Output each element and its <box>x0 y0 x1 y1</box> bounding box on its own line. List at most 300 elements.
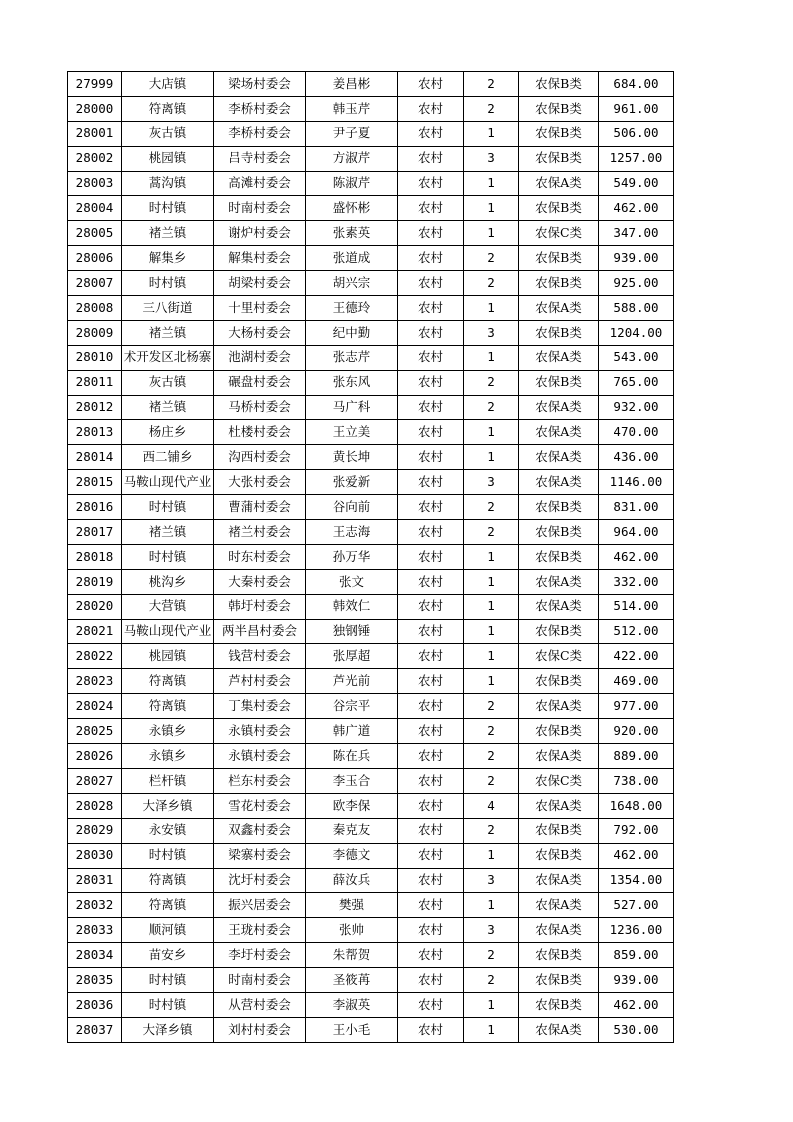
record-id-cell: 28033 <box>68 918 122 943</box>
amount-cell: 543.00 <box>599 345 674 370</box>
record-id-cell: 28036 <box>68 992 122 1017</box>
insurance-category-cell: 农保A类 <box>519 793 599 818</box>
village-committee-cell: 沟西村委会 <box>214 445 306 470</box>
household-count-cell: 3 <box>464 868 519 893</box>
household-count-cell: 2 <box>464 246 519 271</box>
town-cell: 永安镇 <box>122 818 214 843</box>
record-id-cell: 28007 <box>68 271 122 296</box>
person-name-cell: 独钢锤 <box>306 619 398 644</box>
table-row <box>68 968 674 993</box>
area-type-cell: 农村 <box>398 171 464 196</box>
village-committee-cell: 韩圩村委会 <box>214 594 306 619</box>
amount-cell: 792.00 <box>599 818 674 843</box>
record-id-cell: 28021 <box>68 619 122 644</box>
village-committee-cell: 永镇村委会 <box>214 719 306 744</box>
household-count-cell: 2 <box>464 818 519 843</box>
area-type-cell: 农村 <box>398 271 464 296</box>
record-id-cell: 28023 <box>68 669 122 694</box>
household-count-cell: 3 <box>464 320 519 345</box>
town-cell: 西二铺乡 <box>122 445 214 470</box>
person-name-cell: 纪中勤 <box>306 320 398 345</box>
town-cell: 灰古镇 <box>122 121 214 146</box>
table-row <box>68 694 674 719</box>
record-id-cell: 28024 <box>68 694 122 719</box>
area-type-cell: 农村 <box>398 445 464 470</box>
insurance-category-cell: 农保C类 <box>519 768 599 793</box>
person-name-cell: 张素英 <box>306 221 398 246</box>
household-count-cell: 2 <box>464 943 519 968</box>
table-row <box>68 296 674 321</box>
table-row <box>68 495 674 520</box>
amount-cell: 1146.00 <box>599 470 674 495</box>
area-type-cell: 农村 <box>398 992 464 1017</box>
table-row <box>68 72 674 97</box>
area-type-cell: 农村 <box>398 918 464 943</box>
village-committee-cell: 褚兰村委会 <box>214 520 306 545</box>
household-count-cell: 1 <box>464 196 519 221</box>
village-committee-cell: 大张村委会 <box>214 470 306 495</box>
person-name-cell: 张志芹 <box>306 345 398 370</box>
amount-cell: 684.00 <box>599 72 674 97</box>
insurance-category-cell: 农保B类 <box>519 96 599 121</box>
insurance-category-cell: 农保A类 <box>519 171 599 196</box>
area-type-cell: 农村 <box>398 943 464 968</box>
town-cell: 桃沟乡 <box>122 569 214 594</box>
household-count-cell: 1 <box>464 893 519 918</box>
village-committee-cell: 两半昌村委会 <box>214 619 306 644</box>
village-committee-cell: 雪花村委会 <box>214 793 306 818</box>
town-cell: 永镇乡 <box>122 744 214 769</box>
insurance-category-cell: 农保B类 <box>519 719 599 744</box>
person-name-cell: 张东风 <box>306 370 398 395</box>
person-name-cell: 李玉合 <box>306 768 398 793</box>
insurance-category-cell: 农保A类 <box>519 569 599 594</box>
record-id-cell: 28034 <box>68 943 122 968</box>
table-row <box>68 644 674 669</box>
insurance-category-cell: 农保B类 <box>519 72 599 97</box>
insurance-category-cell: 农保B类 <box>519 992 599 1017</box>
amount-cell: 889.00 <box>599 744 674 769</box>
insurance-category-cell: 农保B类 <box>519 818 599 843</box>
town-cell: 时村镇 <box>122 843 214 868</box>
person-name-cell: 胡兴宗 <box>306 271 398 296</box>
amount-cell: 506.00 <box>599 121 674 146</box>
amount-cell: 332.00 <box>599 569 674 594</box>
person-name-cell: 张帅 <box>306 918 398 943</box>
table-row <box>68 992 674 1017</box>
table-row <box>68 420 674 445</box>
town-cell: 符离镇 <box>122 893 214 918</box>
insurance-category-cell: 农保A类 <box>519 420 599 445</box>
town-cell: 大店镇 <box>122 72 214 97</box>
area-type-cell: 农村 <box>398 146 464 171</box>
person-name-cell: 王立美 <box>306 420 398 445</box>
area-type-cell: 农村 <box>398 246 464 271</box>
town-cell: 时村镇 <box>122 992 214 1017</box>
town-cell: 大营镇 <box>122 594 214 619</box>
record-id-cell: 28028 <box>68 793 122 818</box>
person-name-cell: 马广科 <box>306 395 398 420</box>
amount-cell: 530.00 <box>599 1017 674 1042</box>
insurance-category-cell: 农保A类 <box>519 918 599 943</box>
household-count-cell: 3 <box>464 918 519 943</box>
town-cell: 时村镇 <box>122 544 214 569</box>
person-name-cell: 张道成 <box>306 246 398 271</box>
area-type-cell: 农村 <box>398 569 464 594</box>
table-row <box>68 1017 674 1042</box>
insurance-category-cell: 农保B类 <box>519 246 599 271</box>
household-count-cell: 2 <box>464 968 519 993</box>
person-name-cell: 韩效仁 <box>306 594 398 619</box>
amount-cell: 932.00 <box>599 395 674 420</box>
amount-cell: 859.00 <box>599 943 674 968</box>
town-cell: 马鞍山现代产业 <box>122 619 214 644</box>
person-name-cell: 黄长坤 <box>306 445 398 470</box>
household-count-cell: 1 <box>464 445 519 470</box>
amount-cell: 514.00 <box>599 594 674 619</box>
area-type-cell: 农村 <box>398 793 464 818</box>
amount-cell: 588.00 <box>599 296 674 321</box>
area-type-cell: 农村 <box>398 719 464 744</box>
record-id-cell: 28008 <box>68 296 122 321</box>
town-cell: 时村镇 <box>122 271 214 296</box>
town-cell: 术开发区北杨寨 <box>122 345 214 370</box>
table-row <box>68 271 674 296</box>
insurance-category-cell: 农保A类 <box>519 594 599 619</box>
household-count-cell: 2 <box>464 719 519 744</box>
household-count-cell: 1 <box>464 992 519 1017</box>
household-count-cell: 1 <box>464 420 519 445</box>
insurance-category-cell: 农保B类 <box>519 843 599 868</box>
record-id-cell: 28025 <box>68 719 122 744</box>
area-type-cell: 农村 <box>398 1017 464 1042</box>
insurance-category-cell: 农保B类 <box>519 495 599 520</box>
household-count-cell: 1 <box>464 619 519 644</box>
amount-cell: 920.00 <box>599 719 674 744</box>
village-committee-cell: 碾盘村委会 <box>214 370 306 395</box>
person-name-cell: 孙万华 <box>306 544 398 569</box>
village-committee-cell: 李圩村委会 <box>214 943 306 968</box>
person-name-cell: 薛汝兵 <box>306 868 398 893</box>
table-row <box>68 196 674 221</box>
table-row <box>68 744 674 769</box>
town-cell: 桃园镇 <box>122 644 214 669</box>
table-row <box>68 619 674 644</box>
table-row <box>68 544 674 569</box>
record-id-cell: 28000 <box>68 96 122 121</box>
village-committee-cell: 大杨村委会 <box>214 320 306 345</box>
record-id-cell: 28022 <box>68 644 122 669</box>
area-type-cell: 农村 <box>398 320 464 345</box>
town-cell: 蒿沟镇 <box>122 171 214 196</box>
town-cell: 褚兰镇 <box>122 320 214 345</box>
amount-cell: 961.00 <box>599 96 674 121</box>
person-name-cell: 王志海 <box>306 520 398 545</box>
record-id-cell: 28035 <box>68 968 122 993</box>
household-count-cell: 2 <box>464 72 519 97</box>
table-row <box>68 868 674 893</box>
person-name-cell: 方淑芹 <box>306 146 398 171</box>
insurance-category-cell: 农保A类 <box>519 893 599 918</box>
village-committee-cell: 杜楼村委会 <box>214 420 306 445</box>
record-id-cell: 28012 <box>68 395 122 420</box>
amount-cell: 1204.00 <box>599 320 674 345</box>
table-row <box>68 594 674 619</box>
insurance-category-cell: 农保B类 <box>519 544 599 569</box>
area-type-cell: 农村 <box>398 420 464 445</box>
person-name-cell: 谷宗平 <box>306 694 398 719</box>
town-cell: 符离镇 <box>122 694 214 719</box>
record-id-cell: 28030 <box>68 843 122 868</box>
insurance-category-cell: 农保B类 <box>519 370 599 395</box>
table-row <box>68 395 674 420</box>
household-count-cell: 1 <box>464 221 519 246</box>
area-type-cell: 农村 <box>398 72 464 97</box>
town-cell: 解集乡 <box>122 246 214 271</box>
area-type-cell: 农村 <box>398 893 464 918</box>
household-count-cell: 1 <box>464 121 519 146</box>
village-committee-cell: 永镇村委会 <box>214 744 306 769</box>
town-cell: 符离镇 <box>122 868 214 893</box>
village-committee-cell: 大秦村委会 <box>214 569 306 594</box>
insurance-category-cell: 农保C类 <box>519 644 599 669</box>
person-name-cell: 陈淑芹 <box>306 171 398 196</box>
area-type-cell: 农村 <box>398 644 464 669</box>
household-count-cell: 1 <box>464 644 519 669</box>
record-id-cell: 28032 <box>68 893 122 918</box>
household-count-cell: 1 <box>464 1017 519 1042</box>
record-id-cell: 28018 <box>68 544 122 569</box>
record-id-cell: 27999 <box>68 72 122 97</box>
insurance-category-cell: 农保A类 <box>519 445 599 470</box>
insurance-category-cell: 农保A类 <box>519 395 599 420</box>
person-name-cell: 陈在兵 <box>306 744 398 769</box>
record-id-cell: 28001 <box>68 121 122 146</box>
area-type-cell: 农村 <box>398 345 464 370</box>
area-type-cell: 农村 <box>398 296 464 321</box>
table-row <box>68 445 674 470</box>
roster-table <box>67 71 674 1043</box>
person-name-cell: 李德文 <box>306 843 398 868</box>
amount-cell: 1354.00 <box>599 868 674 893</box>
area-type-cell: 农村 <box>398 744 464 769</box>
area-type-cell: 农村 <box>398 694 464 719</box>
village-committee-cell: 吕寺村委会 <box>214 146 306 171</box>
insurance-category-cell: 农保B类 <box>519 121 599 146</box>
village-committee-cell: 马桥村委会 <box>214 395 306 420</box>
person-name-cell: 秦克友 <box>306 818 398 843</box>
area-type-cell: 农村 <box>398 868 464 893</box>
insurance-category-cell: 农保A类 <box>519 345 599 370</box>
village-committee-cell: 双鑫村委会 <box>214 818 306 843</box>
amount-cell: 462.00 <box>599 196 674 221</box>
record-id-cell: 28026 <box>68 744 122 769</box>
table-row <box>68 818 674 843</box>
village-committee-cell: 李桥村委会 <box>214 121 306 146</box>
amount-cell: 1257.00 <box>599 146 674 171</box>
record-id-cell: 28004 <box>68 196 122 221</box>
area-type-cell: 农村 <box>398 495 464 520</box>
person-name-cell: 盛怀彬 <box>306 196 398 221</box>
insurance-category-cell: 农保B类 <box>519 146 599 171</box>
amount-cell: 512.00 <box>599 619 674 644</box>
record-id-cell: 28037 <box>68 1017 122 1042</box>
insurance-category-cell: 农保B类 <box>519 196 599 221</box>
table-row <box>68 918 674 943</box>
record-id-cell: 28002 <box>68 146 122 171</box>
town-cell: 桃园镇 <box>122 146 214 171</box>
insurance-category-cell: 农保B类 <box>519 943 599 968</box>
area-type-cell: 农村 <box>398 221 464 246</box>
area-type-cell: 农村 <box>398 395 464 420</box>
table-row <box>68 793 674 818</box>
person-name-cell: 李淑英 <box>306 992 398 1017</box>
area-type-cell: 农村 <box>398 619 464 644</box>
town-cell: 褚兰镇 <box>122 221 214 246</box>
record-id-cell: 28027 <box>68 768 122 793</box>
table-row <box>68 345 674 370</box>
area-type-cell: 农村 <box>398 196 464 221</box>
amount-cell: 939.00 <box>599 968 674 993</box>
person-name-cell: 圣筱苒 <box>306 968 398 993</box>
amount-cell: 1648.00 <box>599 793 674 818</box>
town-cell: 时村镇 <box>122 495 214 520</box>
person-name-cell: 芦光前 <box>306 669 398 694</box>
household-count-cell: 2 <box>464 744 519 769</box>
village-committee-cell: 芦村村委会 <box>214 669 306 694</box>
area-type-cell: 农村 <box>398 470 464 495</box>
village-committee-cell: 胡梁村委会 <box>214 271 306 296</box>
amount-cell: 765.00 <box>599 370 674 395</box>
town-cell: 时村镇 <box>122 968 214 993</box>
village-committee-cell: 钱营村委会 <box>214 644 306 669</box>
amount-cell: 436.00 <box>599 445 674 470</box>
record-id-cell: 28016 <box>68 495 122 520</box>
record-id-cell: 28015 <box>68 470 122 495</box>
village-committee-cell: 高滩村委会 <box>214 171 306 196</box>
household-count-cell: 1 <box>464 669 519 694</box>
person-name-cell: 韩玉芹 <box>306 96 398 121</box>
area-type-cell: 农村 <box>398 768 464 793</box>
record-id-cell: 28011 <box>68 370 122 395</box>
amount-cell: 738.00 <box>599 768 674 793</box>
table-row <box>68 843 674 868</box>
table-row <box>68 768 674 793</box>
person-name-cell: 韩广道 <box>306 719 398 744</box>
person-name-cell: 张厚超 <box>306 644 398 669</box>
area-type-cell: 农村 <box>398 121 464 146</box>
record-id-cell: 28005 <box>68 221 122 246</box>
village-committee-cell: 时南村委会 <box>214 196 306 221</box>
town-cell: 马鞍山现代产业 <box>122 470 214 495</box>
village-committee-cell: 刘村村委会 <box>214 1017 306 1042</box>
person-name-cell: 欧李保 <box>306 793 398 818</box>
village-committee-cell: 十里村委会 <box>214 296 306 321</box>
person-name-cell: 张文 <box>306 569 398 594</box>
insurance-category-cell: 农保C类 <box>519 221 599 246</box>
insurance-category-cell: 农保A类 <box>519 694 599 719</box>
insurance-category-cell: 农保B类 <box>519 520 599 545</box>
area-type-cell: 农村 <box>398 594 464 619</box>
village-committee-cell: 振兴居委会 <box>214 893 306 918</box>
town-cell: 褚兰镇 <box>122 520 214 545</box>
village-committee-cell: 梁场村委会 <box>214 72 306 97</box>
household-count-cell: 1 <box>464 345 519 370</box>
insurance-category-cell: 农保A类 <box>519 1017 599 1042</box>
record-id-cell: 28031 <box>68 868 122 893</box>
insurance-category-cell: 农保A类 <box>519 470 599 495</box>
insurance-category-cell: 农保B类 <box>519 320 599 345</box>
town-cell: 栏杆镇 <box>122 768 214 793</box>
amount-cell: 462.00 <box>599 843 674 868</box>
record-id-cell: 28006 <box>68 246 122 271</box>
area-type-cell: 农村 <box>398 544 464 569</box>
household-count-cell: 2 <box>464 694 519 719</box>
amount-cell: 939.00 <box>599 246 674 271</box>
village-committee-cell: 从营村委会 <box>214 992 306 1017</box>
household-count-cell: 4 <box>464 793 519 818</box>
amount-cell: 1236.00 <box>599 918 674 943</box>
table-row <box>68 96 674 121</box>
town-cell: 三八街道 <box>122 296 214 321</box>
household-count-cell: 3 <box>464 470 519 495</box>
village-committee-cell: 曹蒲村委会 <box>214 495 306 520</box>
town-cell: 灰古镇 <box>122 370 214 395</box>
town-cell: 符离镇 <box>122 96 214 121</box>
area-type-cell: 农村 <box>398 818 464 843</box>
table-row <box>68 719 674 744</box>
insurance-category-cell: 农保A类 <box>519 868 599 893</box>
village-committee-cell: 池湖村委会 <box>214 345 306 370</box>
household-count-cell: 2 <box>464 768 519 793</box>
table-row <box>68 121 674 146</box>
table-row <box>68 569 674 594</box>
town-cell: 苗安乡 <box>122 943 214 968</box>
village-committee-cell: 王珑村委会 <box>214 918 306 943</box>
household-count-cell: 1 <box>464 569 519 594</box>
amount-cell: 977.00 <box>599 694 674 719</box>
table-row <box>68 893 674 918</box>
area-type-cell: 农村 <box>398 968 464 993</box>
table-row <box>68 221 674 246</box>
insurance-category-cell: 农保B类 <box>519 669 599 694</box>
village-committee-cell: 谢炉村委会 <box>214 221 306 246</box>
town-cell: 褚兰镇 <box>122 395 214 420</box>
amount-cell: 964.00 <box>599 520 674 545</box>
household-count-cell: 2 <box>464 520 519 545</box>
village-committee-cell: 沈圩村委会 <box>214 868 306 893</box>
person-name-cell: 朱帮贺 <box>306 943 398 968</box>
amount-cell: 470.00 <box>599 420 674 445</box>
household-count-cell: 2 <box>464 495 519 520</box>
household-count-cell: 1 <box>464 171 519 196</box>
amount-cell: 462.00 <box>599 992 674 1017</box>
record-id-cell: 28003 <box>68 171 122 196</box>
amount-cell: 549.00 <box>599 171 674 196</box>
household-count-cell: 1 <box>464 544 519 569</box>
person-name-cell: 张爱新 <box>306 470 398 495</box>
table-row <box>68 943 674 968</box>
town-cell: 符离镇 <box>122 669 214 694</box>
table-row <box>68 669 674 694</box>
table-row <box>68 171 674 196</box>
person-name-cell: 谷向前 <box>306 495 398 520</box>
amount-cell: 831.00 <box>599 495 674 520</box>
household-count-cell: 1 <box>464 843 519 868</box>
person-name-cell: 姜昌彬 <box>306 72 398 97</box>
insurance-category-cell: 农保A类 <box>519 744 599 769</box>
village-committee-cell: 时东村委会 <box>214 544 306 569</box>
